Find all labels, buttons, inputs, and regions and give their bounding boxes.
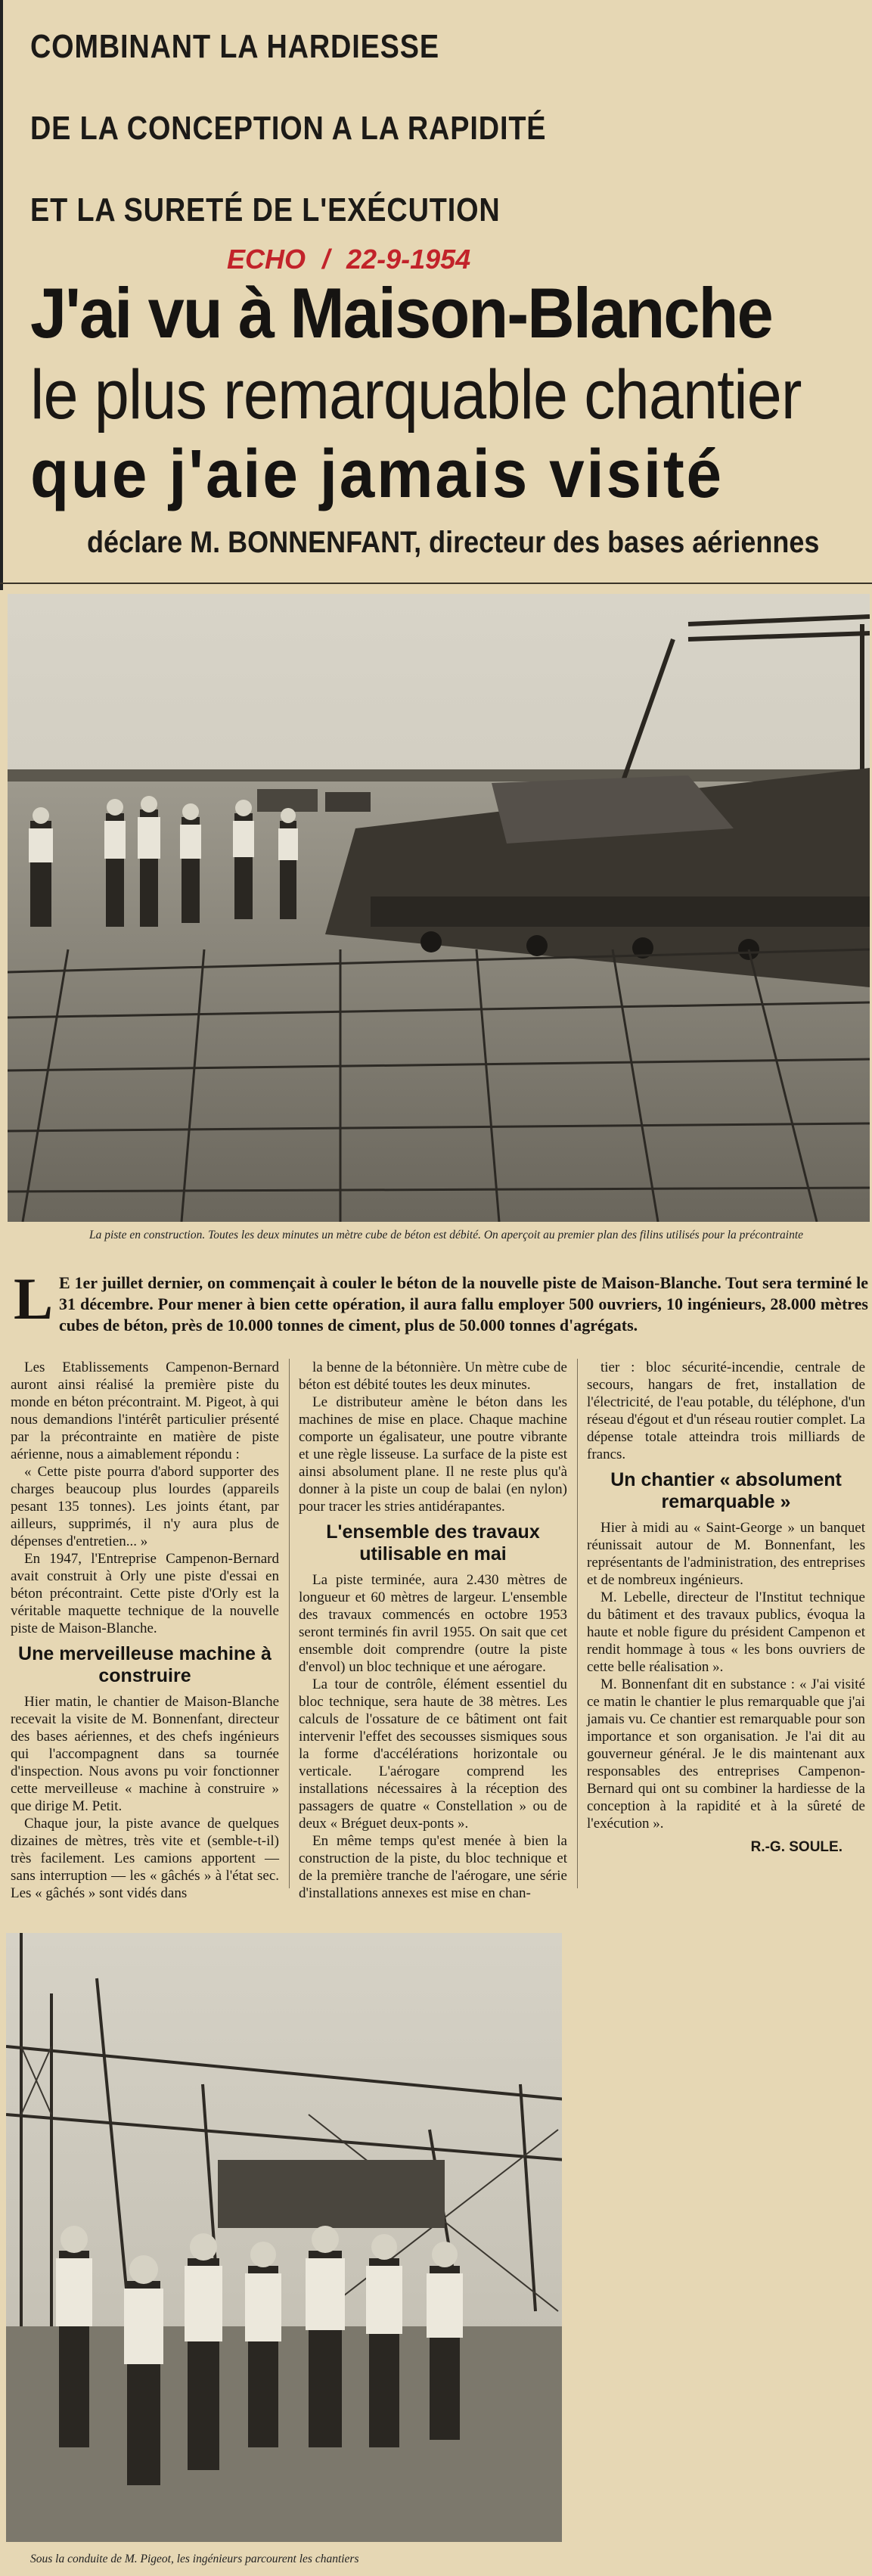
photo-runway-construction (8, 594, 870, 1222)
kicker-line-3: ET LA SURETÉ DE L'EXÉCUTION (30, 191, 501, 228)
lead-text: E 1er juillet dernier, on commençait à couler le béton de la nouvelle piste de Maison-Blanche. Tout sera terminé le 31 décembre. Pour mener à bien cette opération, il aura fallu employer 500 ouvriers, 10 ingénieurs, 28.000 mètres cubes de béton, près de 10.000 tonnes de ciment, plus de 50.000 tonnes d'agrégats. (59, 1273, 868, 1335)
col1-paragraph: Les Etablissements Campenon-Bernard auront ainsi réalisé la première piste du monde en béton précontraint. M. Pigeot, à qui nous demandions l'intérêt particulier présenté par la précontrainte en matière de piste aérienne, nous a aimablement répondu : (11, 1359, 279, 1462)
photo2-caption: Sous la conduite de M. Pigeot, les ingénieurs parcourent les chantiers (30, 2553, 359, 2565)
runway-photo-illustration (8, 594, 870, 1222)
lead-paragraph (14, 1266, 868, 1336)
article-column-3 (587, 1359, 865, 1856)
headline-line-2: le plus remarquable chantier (30, 356, 802, 433)
column-rule (289, 1359, 290, 1888)
col2-paragraph: Le distributeur amène le béton dans les machines de mise en place. Chaque machine comporte un égalisateur, une poutre vibrante et une règle lisseuse. La surface de la piste est ainsi absolument plane. Il ne reste plus qu'à donner à la piste un coup de balai (en nylon) pour tracer les stries antidérapantes. (299, 1394, 567, 1515)
engineers-photo-illustration (6, 1933, 562, 2542)
author-signature: R.-G. SOULE. (750, 1839, 843, 1855)
col2-subhead: L'ensemble des travaux utilisable en mai (326, 1521, 540, 1565)
col1-paragraph: « Cette piste pourra d'abord supporter des charges beaucoup plus lourdes (appareils pesant 135 tonnes). Les joints étant, par ailleurs, supprimés, il n'y aura plus de dépenses d'entretien... » (11, 1464, 279, 1549)
col2-paragraph: la benne de la bétonnière. Un mètre cube de béton est débité toutes les deux minutes. (299, 1359, 567, 1393)
column-rule (577, 1359, 578, 1888)
col3-paragraph: M. Lebelle, directeur de l'Institut technique du bâtiment et des travaux publics, évoqua la haute et noble figure du président Campenon et rendit hommage à tous « les bons ouvriers de cette belle réalisation ». (587, 1589, 865, 1675)
source-date: 22-9-1954 (346, 244, 471, 275)
col1-paragraph: Chaque jour, la piste avance de quelques dizaines de mètres, très vite et (semble-t-il) très facilement. Les camions apportent — sans interruption — les « gâchés » à l'état sec. Les « gâchés » sont vidés dans (11, 1816, 279, 1901)
col3-paragraph: M. Bonnenfant dit en substance : « J'ai visité ce matin le chantier le plus remarquable que j'ai jamais vu. Ce chantier est remarquable pour son importance et son organisation. Je l'ai dit au gouverneur général. Je le dis maintenant aux responsables des entreprises Campenon-Bernard qui ont su combiner la hardiesse de la conception à la rapidité et à la sûreté de l'exécution ». (587, 1676, 865, 1832)
headline-line-1: J'ai vu à Maison-Blanche (30, 273, 772, 353)
col1-paragraph: En 1947, l'Entreprise Campenon-Bernard avait construit à Orly une piste d'essai en béton précontraint. Cette piste d'Orly est la véritable maquette technique de la nouvelle piste de Maison-Blanche. (11, 1551, 279, 1636)
photo-engineers-site-visit (6, 1933, 562, 2542)
col2-paragraph: La tour de contrôle, élément essentiel du bloc technique, sera haute de 38 mètres. Les calculs de l'ossature de ce bâtiment ont fait intervenir l'effet des secousses sismiques sous la forme d'accélérations horizontale ou verticale. L'aérogare comprend les installations nécessaires à la réception des passagers de quatre « Constellation » ou de deux « Bréguet deux-ponts ». (299, 1676, 567, 1832)
headline-divider (0, 583, 872, 584)
headline-line-3: que j'aie jamais visité (30, 437, 724, 512)
kicker-line-2: DE LA CONCEPTION A LA RAPIDITÉ (30, 110, 547, 147)
article-column-2 (299, 1359, 567, 1902)
col3-subhead: Un chantier « absolument remarquable » (610, 1469, 842, 1512)
col1-paragraph: Hier matin, le chantier de Maison-Blanche recevait la visite de M. Bonnenfant, directeur des bases aériennes, et des chefs ingénieurs qui l'accompagnent dans sa tournée d'inspection. Nous avons pu voir fonctionner cette merveilleuse « machine à construire » que dirige M. Petit. (11, 1694, 279, 1814)
photo1-caption: La piste en construction. Toutes les deux minutes un mètre cube de béton est débité. On aperçoit au premier plan des filins utilisés pour la précontrainte (88, 1229, 804, 1241)
col2-paragraph: En même temps qu'est menée à bien la construction de la piste, du bloc technique et de la première tranche de l'aérogare, une série d'installations annexes est mise en chan- (299, 1833, 567, 1901)
source-stamp (227, 244, 470, 275)
col2-paragraph: La piste terminée, aura 2.430 mètres de longueur et 60 mètres de largeur. L'ensemble des travaux commencés en octobre 1953 seront terminés fin avril 1955. On sait que cet ensemble doit comprendre (outre la piste d'envol) un bloc technique et une aérogare. (299, 1572, 567, 1675)
kicker (0, 6, 575, 251)
col1-subhead: Une merveilleuse machine à construire (18, 1643, 272, 1686)
source-separator: / (322, 244, 330, 275)
byline: déclare M. BONNENFANT, directeur des bases aériennes (87, 526, 820, 559)
col3-paragraph: tier : bloc sécurité-incendie, centrale de secours, hangars de fret, installation de l'électricité, de l'eau potable, du téléphone, d'un réseau d'égout et d'un réseau routier complet. La dépense totale atteindra trois milliards de francs. (587, 1359, 865, 1462)
col3-paragraph: Hier à midi au « Saint-George » un banquet réunissait autour de M. Bonnenfant, les représentants de l'administration, des entreprises et de nombreux ingénieurs. (587, 1520, 866, 1588)
source-name: ECHO (227, 244, 306, 275)
kicker-line-1: COMBINANT LA HARDIESSE (30, 28, 439, 65)
article-column-1 (11, 1359, 279, 1902)
lead-dropcap: L (14, 1266, 54, 1332)
